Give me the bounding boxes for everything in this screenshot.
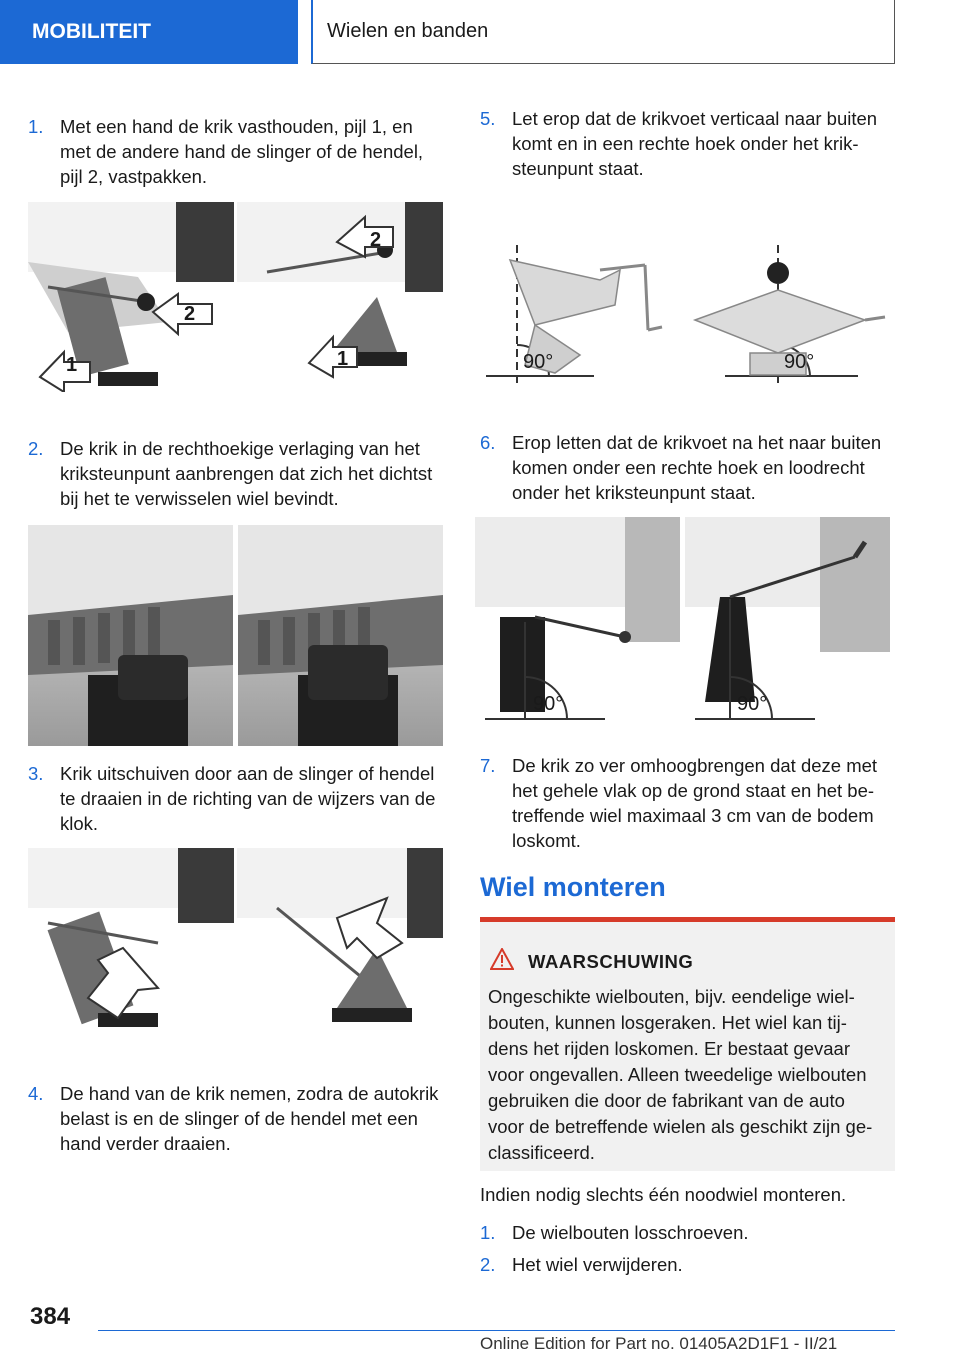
mount-step-2: 2. Het wiel verwijderen. xyxy=(480,1254,683,1275)
figure-jack-point-left xyxy=(28,525,233,746)
figure-jack-arrows xyxy=(28,202,443,392)
figure-jack-crank-right xyxy=(237,848,443,1033)
step-4: 4. De hand van de krik nemen, zodra de autokrik belast is en de slinger of de hendel met een hand verder draaien. xyxy=(28,1083,439,1154)
figure-jack-point-right xyxy=(238,525,443,746)
warning-label: WAARSCHUWING xyxy=(528,950,694,972)
angle-label-b: 90° xyxy=(784,351,815,373)
arrow-label-1: 1 xyxy=(66,354,78,376)
section-tab: MOBILITEIT xyxy=(0,0,298,64)
step-1: 1. Met een hand de krik vasthouden, pijl 1, en met de andere hand de slinger of de hendel, pijl 2, vastpakken. xyxy=(28,116,424,187)
figure-jack-arrows-right xyxy=(237,202,443,392)
angle-label-a: 90° xyxy=(523,351,554,373)
step-3: 3. Krik uitschuiven door aan de slinger of hendel te draaien in de richting van de wijzers van de klok. xyxy=(28,763,436,834)
angle-label-d: 90° xyxy=(737,693,768,715)
figure-jack-point xyxy=(28,525,443,746)
warning-text: Ongeschikte wielbouten, bijv. eendelige wiel-bouten, kunnen losgeraken. Het wiel kan tij-dens het rijden loskomen. Er bestaat gevaar voor ongevallen. Alleen tweedelige wielbouten gebruiken die door de fabrikant van de auto voor de betreffende wielen als geschikt zijn ge-classificeerd. xyxy=(488,986,873,1163)
figure-jack-arrows-left xyxy=(28,202,234,392)
figure-jack-perpendicular xyxy=(475,517,890,722)
section-heading: Wiel monteren xyxy=(480,872,666,902)
figure-jack-crank-left xyxy=(28,848,234,1033)
edition-note: Online Edition for Part no. 01405A2D1F1 - II/21 xyxy=(480,1334,838,1353)
footer-divider xyxy=(98,1330,895,1331)
mount-step-1: 1. De wielbouten losschroeven. xyxy=(480,1222,749,1243)
step-5: 5. Let erop dat de krikvoet verticaal naar buiten komt en in een rechte hoek onder het krik-steunpunt staat. xyxy=(480,108,878,179)
figure-jack-right-angle xyxy=(480,235,895,385)
arrow-label-1b: 1 xyxy=(337,348,349,370)
step-6: 6. Erop letten dat de krikvoet na het naar buiten komen onder een rechte hoek en loodrecht onder het kriksteunpunt staat. xyxy=(480,432,882,503)
warning-box xyxy=(480,917,895,1171)
angle-label-c: 90° xyxy=(533,693,564,715)
warning-header xyxy=(490,948,693,975)
figure-jack-perp-left xyxy=(475,517,680,722)
warning-triangle-icon xyxy=(490,948,514,975)
figure-jack-crank xyxy=(28,848,443,1033)
figure-jack-perp-right xyxy=(685,517,890,722)
step-2: 2. De krik in de rechthoekige verlaging van het kriksteunpunt aanbrengen dat zich het dichtst bij het te verwisselen wiel bevindt. xyxy=(28,438,433,509)
arrow-label-2b: 2 xyxy=(370,229,382,251)
arrow-label-2: 2 xyxy=(184,303,196,325)
step-7: 7. De krik zo ver omhoogbrengen dat deze met het gehele vlak op de grond staat en het be-treffende wiel maximaal 3 cm van de bodem loskomt. xyxy=(480,755,878,851)
page-number: 384 xyxy=(30,1303,71,1330)
page-title: Wielen en banden xyxy=(311,0,895,64)
mount-intro: Indien nodig slechts één noodwiel monteren. xyxy=(480,1184,847,1205)
